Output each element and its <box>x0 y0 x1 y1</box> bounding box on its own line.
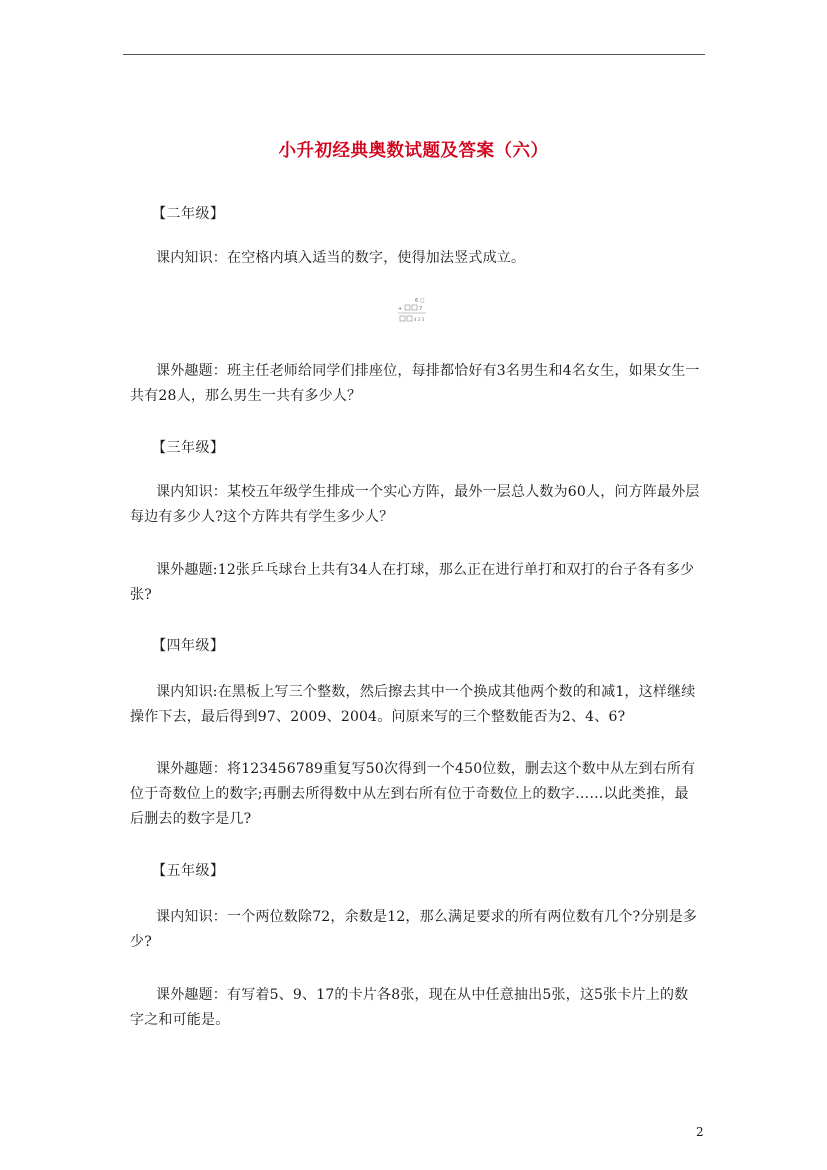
grade5-in-class: 课内知识：一个两位数除72，余数是12，那么满足要求的所有两位数有几个?分别是多少? <box>130 909 698 950</box>
page-number: 2 <box>696 1125 704 1139</box>
grade-heading-2: 【二年级】 <box>152 206 225 222</box>
grade2-extra: 课外趣题：班主任老师给同学们排座位，每排都恰好有3名男生和4名女生，如果女生一共有28人，那么男生一共有多少人？ <box>130 363 700 404</box>
grade4-extra: 课外趣题：将123456789重复写50次得到一个450位数，删去这个数中从左到右所有位于奇数位上的数字;再删去所得数中从左到右所有位于奇数位上的数字……以此类推，最后删去的数字是几? <box>130 761 696 827</box>
grade5-extra: 课外趣题：有写着5、9、17的卡片各8张，现在从中任意抽出5张，这5张卡片上的数字之和可能是。 <box>130 987 689 1028</box>
grade4-in-class: 课内知识:在黑板上写三个整数，然后擦去其中一个换成其他两个数的和减1，这样继续操作下去，最后得到97、2009、2004。问原来写的三个整数能否为2、4、6? <box>130 684 696 725</box>
svg-text:6 □: 6 □ <box>415 298 425 304</box>
addition-puzzle-figure <box>396 296 430 326</box>
header-rule <box>123 54 705 55</box>
document-title: 小升初经典奥数试题及答案（六） <box>278 141 549 161</box>
svg-text:4 2 3: 4 2 3 <box>414 317 425 322</box>
svg-text:7: 7 <box>419 306 423 312</box>
grade-heading-4: 【四年级】 <box>152 638 225 654</box>
grade2-in-class: 课内知识：在空格内填入适当的数字，使得加法竖式成立。 <box>156 250 526 266</box>
svg-text:+: + <box>398 306 403 312</box>
grade-heading-5: 【五年级】 <box>152 863 225 879</box>
grade3-extra: 课外趣题:12张乒乓球台上共有34人在打球，那么正在进行单打和双打的台子各有多少张? <box>130 562 695 603</box>
grade-heading-3: 【三年级】 <box>152 440 225 456</box>
grade3-in-class: 课内知识：某校五年级学生排成一个实心方阵，最外一层总人数为60人，问方阵最外层每边有多少人?这个方阵共有学生多少人？ <box>130 484 700 525</box>
